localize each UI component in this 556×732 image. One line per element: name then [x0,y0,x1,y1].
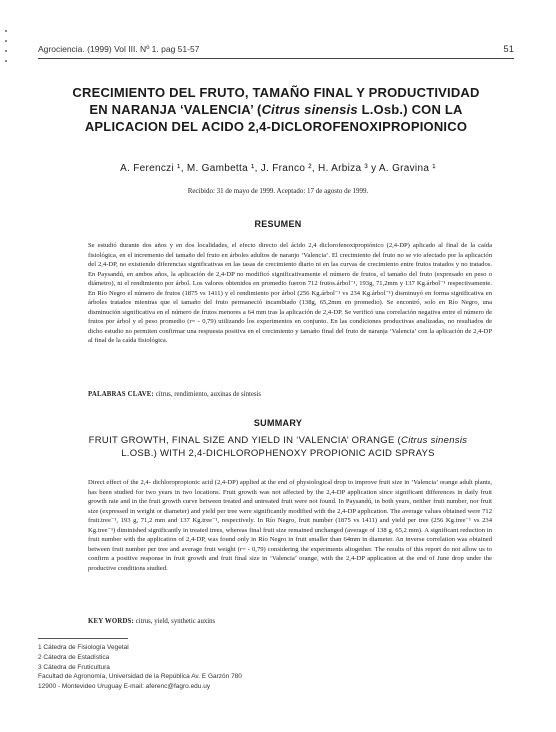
resumen-text: Se estudió durante dos años y en dos localidades, el efecto directo del ácido 2,4 diclorofenoxipropiónico (2,4-DP) aplicado al final de la caída fisiológica, en el incremento del tamaño del fruto en árboles adultos de naranjo ‘Valencia’. El crecimiento del fruto no se vio afectado por la aplicación del 2,4-DP, no existiendo diferencias significativas en las tasas de crecimiento diario ni en las curvas de crecimiento entre frutos tratados y no tratados. En Paysandú, en ambos años, la aplicación de 2,4-DP no modificó significativamente el número de frutos, el tamaño del fruto (expresado en peso o diámetro), ni el rendimiento por árbol. Los valores obtenidos en promedio fueron 712 frutos.árbol⁻¹, 193g, 71,2mm y 137 Kg.árbol⁻¹ respectivamente. En Río Negro el número de frutos (1875 vs 1411) y el rendimiento por árbol (256 Kg.árbol⁻¹ vs 234 Kg.árbol⁻¹) disminuyó en forma significativa en árboles tratados mientras que el tamaño del fruto permaneció incambiado (138g, 65,2mm en promedio). Se encontró, solo en Río Negro, una disminución significativa en el número de frutos menores a 64 mm tras la aplicación de 2,4-DP. Se verificó una correlación negativa entre el número de frutos por árbol y el peso promedio (r= - 0,79) utilizando los experimentos en conjunto. En las condiciones productivas analizadas, no resultados de dicho estudio no permiten confirmar una respuesta positiva en el crecimiento y tamaño final del fruto de naranja ‘Valencia’ con la aplicación de 2,4-DP al final de la caída fisiológica. [88,242,492,344]
english-title-post: L.OSB.) WITH 2,4-DICHLOROPHENOXY PROPIONIC ACID SPRAYS [121,448,435,459]
footnote-3: 3 Cátedra de Fruticultura [38,663,110,671]
english-title [70,434,486,460]
title-line-2-pre: EN NARANJA ‘VALENCIA’ ( [89,102,262,117]
summary-heading: SUMMARY [253,418,303,428]
title-line-2-post: L.Osb.) CON LA [357,102,463,117]
received-dates: Recibido: 31 de mayo de 1999. Aceptado: 17 de agosto de 1999. [187,187,369,195]
title-line-2 [52,101,500,118]
key-words-text: citrus, yield, synthetic auxins [134,618,216,625]
palabras-clave-text: cítrus, rendimiento, auxinas de síntesis [154,391,262,398]
key-words-label: KEY WORDS: [88,618,134,625]
english-title-pre: FRUIT GROWTH, FINAL SIZE AND YIELD IN ‘VALENCIA’ ORANGE ( [88,435,402,446]
footnote-1: 1 Cátedra de Fisiología Vegetal [38,644,129,651]
article-title [52,84,500,135]
title-species-italic: Citrus sinensis [261,102,358,117]
summary-text: Direct effect of the 2,4- dichloropropionic acid (2,4-DP) applied at the end of physiological drop to improve fruit size in ‘Valencia’ orange adult plants, has been studied for two years in two locations. Fruit growth was not affected by the 2,4-DP application since significant differences in daily fruit growth rate and in the fruit growth curve between treated and untreated fruit were not found. In Paysandú, in both years, neither fruit number, nor fruit size (expressed in weight or diameter) and yield per tree were significantly modified with the 2,4-DP application. The average values obtained were 712 fruit.tree⁻¹, 193 g, 71,2 mm and 137 Kg.tree⁻¹, respectively. In Río Negro, fruit number (1875 vs 1411) and yield per tree (256 Kg.tree⁻¹ vs 234 Kg.tree⁻¹) diminished significantly in treated trees, whereas final fruit size remained unchanged (average of 138 g, 65,2 mm). A significant reduction in fruit number with the application of 2,4-DP, was found only in Río Negro in fruit smaller than 64mm in diameter. An inverse correlation was obtained between fruit number per tree and average fruit weight (r= - 0,79) considering the experiments altogether. The results of this report do not allow us to confirm a positive response in fruit growth and fruit final size in ‘Valencia’ orange, with the 2,4-DP application at the end of June drop under the productive conditions studied. [88,479,492,572]
header-rule [38,58,514,59]
affiliation-address: Facultad de Agronomía, Universidad de la República Av. E Garzón 780 [38,673,242,681]
english-title-species: Citrus sinensis [401,435,468,446]
journal-citation: Agrociencia. (1999) Vol III. Nº 1. pag 51-57 [38,44,200,54]
key-words [88,618,492,625]
footnotes [38,643,242,692]
palabras-clave-label: PALABRAS CLAVE: [88,391,155,398]
scan-edge-marks [5,30,8,80]
footnote-rule [38,638,128,639]
title-line-1: CRECIMIENTO DEL FRUTO, TAMAÑO FINAL Y PRODUCTIVIDAD [72,85,480,100]
author-list: A. Ferenczi ¹, M. Gambetta ¹, J. Franco ², H. Arbiza ³ y A. Gravina ¹ [120,163,436,174]
page-number: 51 [503,44,514,55]
title-line-3: APLICACION DEL ACIDO 2,4-DICLOROFENOXIPROPIONICO [84,119,468,134]
footnote-2: 2 Cátedra de Estadística [38,653,110,661]
resumen-heading: RESUMEN [254,219,302,229]
palabras-clave [88,391,492,398]
running-header [38,44,514,55]
affiliation-email: 12900 - Montevideo Uruguay E-mail: aferenc@fagro.edu.uy [38,683,211,691]
